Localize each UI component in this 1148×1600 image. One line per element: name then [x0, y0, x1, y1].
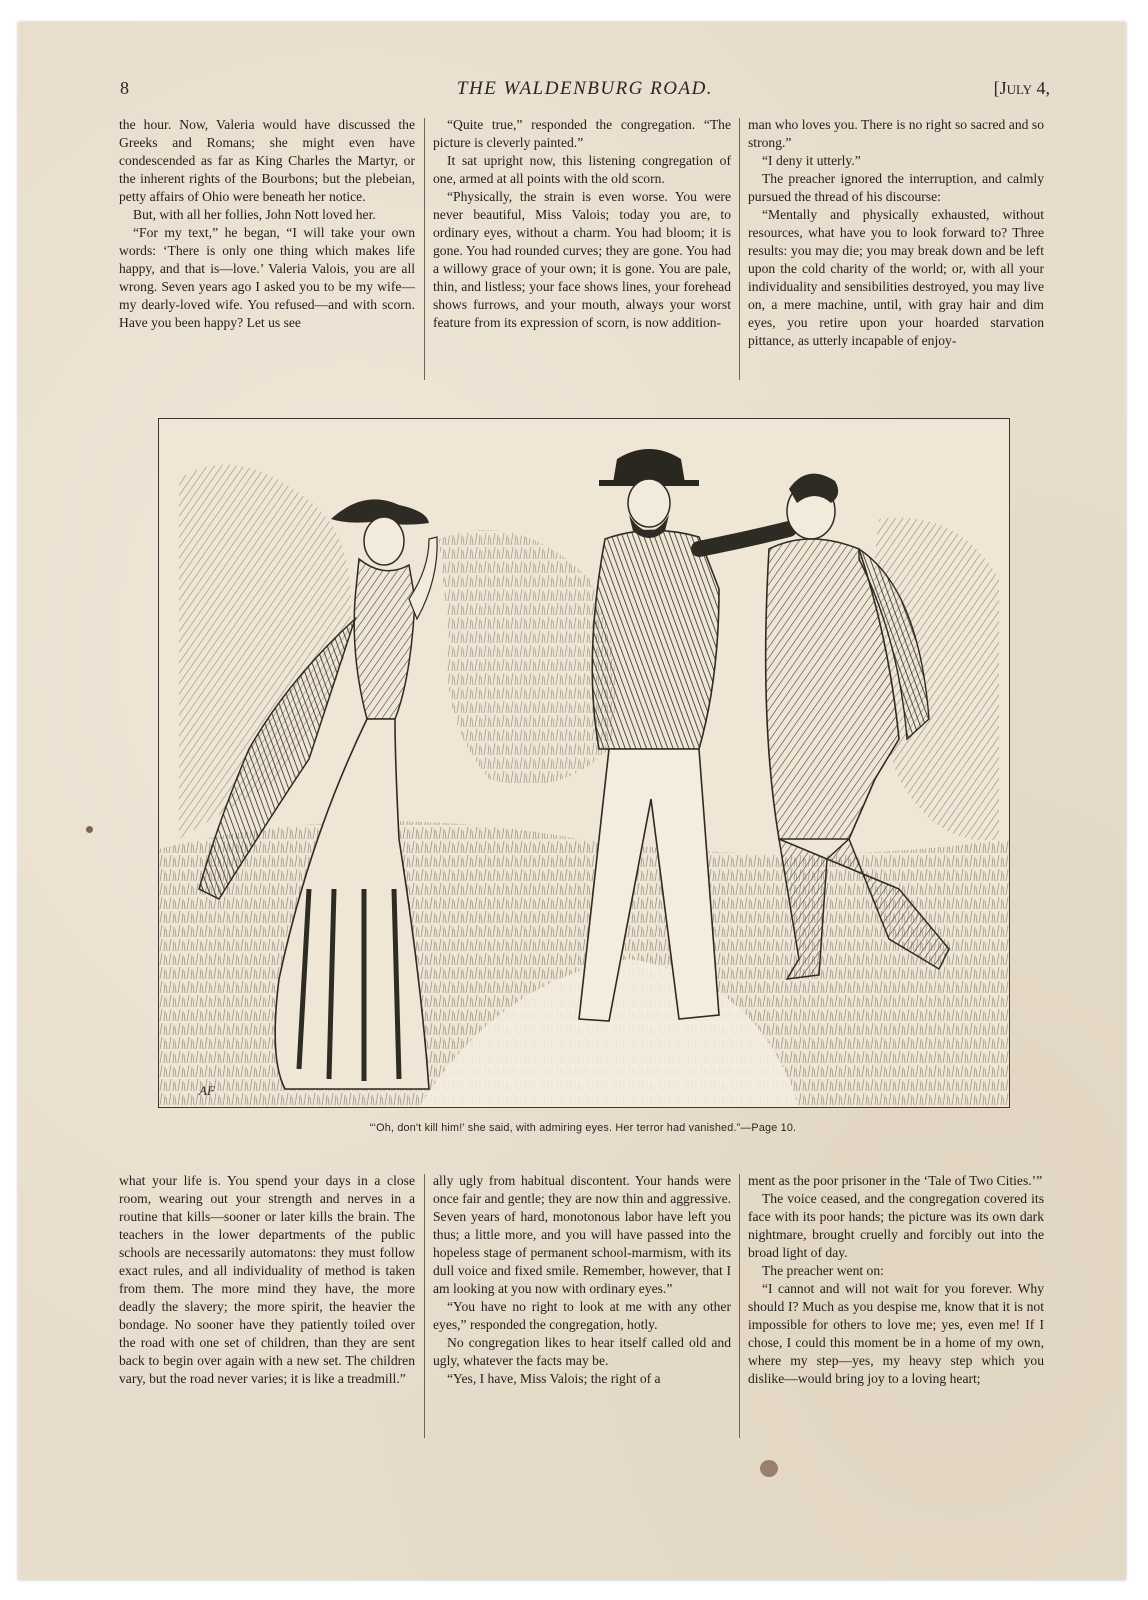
engraving-illustration [158, 418, 1010, 1108]
paragraph: “I deny it utterly.” [762, 153, 861, 168]
top-column-2 [433, 116, 731, 388]
paragraph: ally ugly from habitual discontent. Your hands were once fair and gentle; they are now thin and aggressive. Seven years of hard, monotonous labor have left you thus; a little more, and you will have passed into the hopeless stage of permanent school-marmism, with its dull voice and fixed smile. Remember, however, that I am looking at you now with ordinary eyes.” [433, 1173, 731, 1296]
artist-signature: AF [199, 1083, 215, 1098]
paragraph: the hour. Now, Valeria would have discussed the Greeks and Romans; she might even have condescended as far as King Charles the Martyr, or the inherent rights of the Bourbons; but the plebeian, petty affairs of Ohio were beneath her notice. [119, 117, 415, 204]
paragraph: It sat upright now, this listening congregation of one, armed at all points with the old scorn. [433, 153, 731, 186]
paper-stain [760, 1460, 778, 1477]
paragraph: No congregation likes to hear itself called old and ugly, whatever the facts may be. [433, 1335, 731, 1368]
running-title: THE WALDENBURG ROAD. [456, 78, 714, 99]
column-rule [424, 1174, 425, 1438]
paragraph: “You have no right to look at me with any other eyes,” responded the congregation, hotly. [433, 1299, 731, 1332]
paragraph: ment as the poor prisoner in the ‘Tale of Two Cities.’” [748, 1173, 1043, 1188]
column-rule [739, 118, 740, 380]
paragraph: The preacher went on: [762, 1263, 884, 1278]
paragraph: “Mentally and physically exhausted, without resources, what have you to look forward to? Three results: you may die; you may break down and be left upon the cold charity of the world; or, with all your individuality and sensibilities destroyed, you may live on, a mere machine, until, with gray hair and dim eyes, you retire upon your hoarded starvation pittance, as utterly incapable of enjoy- [748, 207, 1044, 348]
bottom-column-2 [433, 1172, 731, 1440]
paragraph: man who loves you. There is no right so sacred and so strong.” [748, 117, 1044, 150]
column-rule [739, 1174, 740, 1438]
column-rule [424, 118, 425, 380]
paragraph: But, with all her follies, John Nott loved her. [133, 207, 376, 222]
paragraph: “Yes, I have, Miss Valois; the right of a [447, 1371, 661, 1386]
page-number: 8 [120, 78, 129, 98]
paragraph: what your life is. You spend your days in a close room, wearing out your strength and nerves in a routine that kills—sooner or later kills the brain. The teachers in the lower departments of the public schools are necessarily automatons: they must follow exact rules, and all individuality of method is taken from them. The more mind they have, the more deadly the slavery; the more spirit, the heavier the bondage. No sooner have they patiently toiled over the road with one set of children, than they are sent back to begin over again with a new set. The children vary, but the road never varies; it is like a treadmill.” [119, 1173, 415, 1386]
paper-stain [86, 826, 93, 833]
bottom-column-3 [748, 1172, 1044, 1440]
paragraph: The preacher ignored the interruption, and calmly pursued the thread of his discourse: [748, 171, 1044, 204]
paragraph: “Physically, the strain is even worse. You were never beautiful, Miss Valois; today you are, to ordinary eyes, without a charm. You had bloom; it is gone. You had rounded curves; they are gone. You had a willowy grace of your own; it is gone. You are pale, thin, and listless; your face shows lines, your forehead shows furrows, and your mouth, always your worst feature from its expression of scorn, is now addition- [433, 189, 731, 330]
paragraph: “I cannot and will not wait for you forever. Why should I? Much as you despise me, know that it is not impossible for others to love me; yes, even me! If I chose, I could this moment be in a home of my own, where my step—yes, my heavy step which you dislike—would bring joy to a loving heart; [748, 1281, 1044, 1386]
paragraph: “For my text,” he began, “I will take your own words: ‘There is only one thing which makes life happy, and that is—love.’ Valeria Valois, you are all wrong. Seven years ago I asked you to be my wife—my dearly-loved wife. You refused—and with scorn. Have you been happy? Let us see [119, 225, 415, 330]
paragraph: The voice ceased, and the congregation covered its face with its poor hands; the picture was its own dark nightmare, brought cruelly and forcibly out into the broad light of day. [748, 1191, 1044, 1260]
top-column-1 [119, 116, 415, 388]
top-column-3 [748, 116, 1044, 388]
bottom-column-1 [119, 1172, 415, 1440]
illustration-caption: “‘Oh, don't kill him!’ she said, with admiring eyes. Her terror had vanished.”—Page 10. [369, 1122, 797, 1134]
issue-date: [July 4, [993, 78, 1050, 98]
page-header [120, 78, 1050, 104]
paragraph: “Quite true,” responded the congregation. “The picture is cleverly painted.” [433, 117, 731, 150]
